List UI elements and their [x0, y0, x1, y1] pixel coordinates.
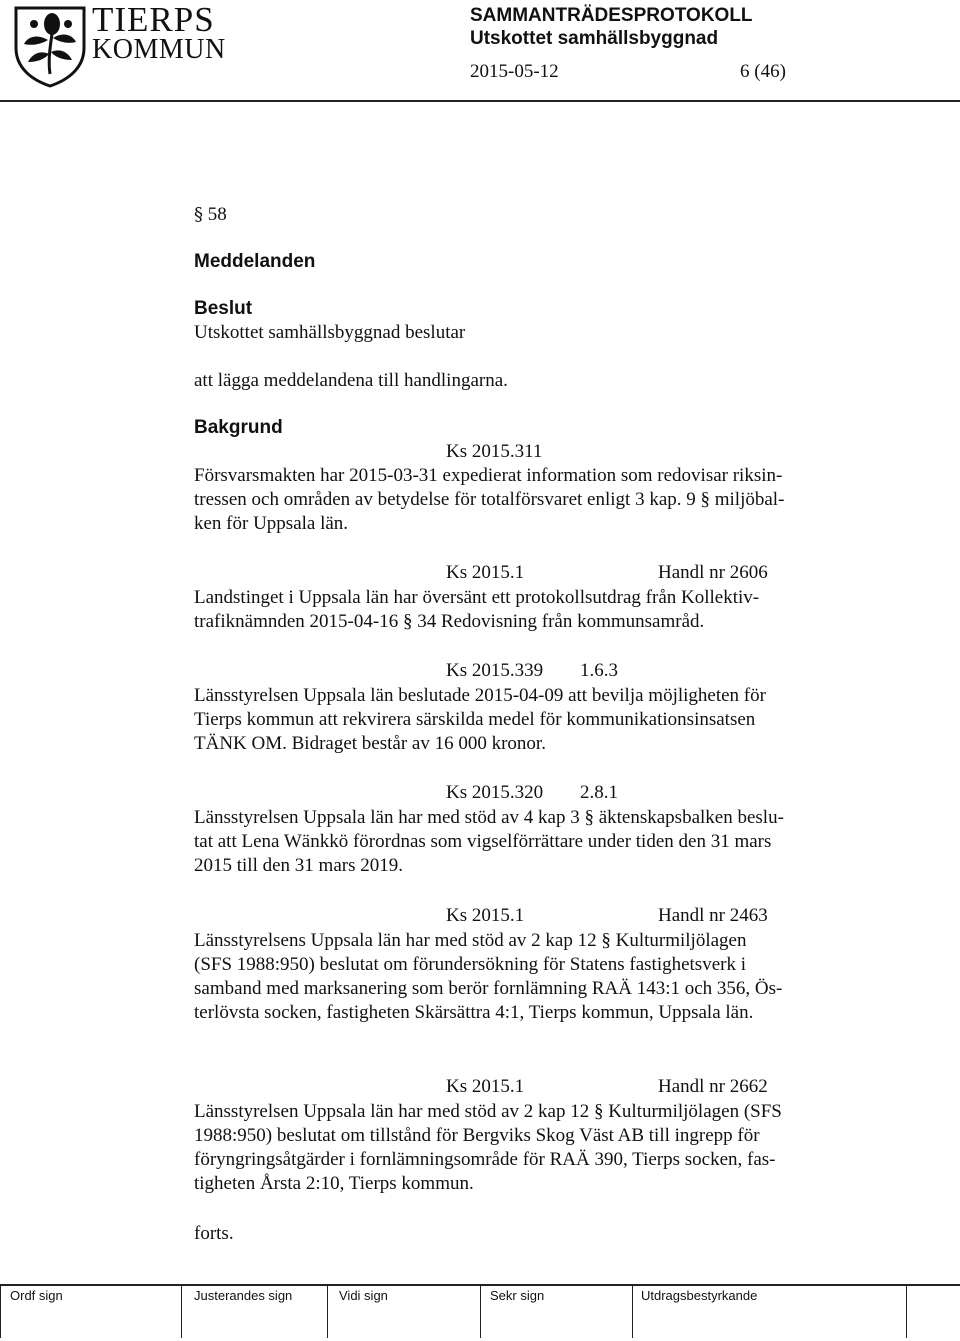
item-line: 2015 till den 31 mars 2019. [194, 855, 403, 876]
item-line: terlövsta socken, fastigheten Skärsättra 4:1, Tierps kommun, Uppsala län. [194, 1002, 754, 1023]
item-handl: 2.8.1 [580, 782, 618, 803]
item-line: tigheten Årsta 2:10, Tierps kommun. [194, 1173, 474, 1194]
item-line: Länsstyrelsen Uppsala län beslutade 2015-04-09 att bevilja möjligheten för [194, 685, 766, 706]
section-title: Meddelanden [194, 251, 316, 272]
item-line: tressen och områden av betydelse för totalförsvaret enligt 3 kap. 9 § miljöbal- [194, 489, 785, 510]
item-handl: Handl nr 2463 [658, 905, 768, 926]
footer-cell-border [0, 1284, 1, 1338]
section-number [194, 203, 227, 228]
org-name-line2: KOMMUN [92, 34, 226, 65]
item-line: ken för Uppsala län. [194, 513, 349, 534]
item-handl: Handl nr 2606 [658, 562, 768, 583]
item-line: Landstinget i Uppsala län har översänt ett protokollsutdrag från Kollektiv- [194, 587, 760, 608]
page-number: 6 (46) [740, 61, 786, 82]
item-line: Länsstyrelsen Uppsala län har med stöd av 4 kap 3 § äktenskapsbalken beslu- [194, 807, 784, 828]
footer-label-utdragsbestyrkande: Utdragsbestyrkande [641, 1288, 758, 1303]
footer-cell-border [480, 1284, 481, 1338]
footer-cell-border [906, 1284, 907, 1338]
header-divider [0, 100, 960, 102]
item-line: Försvarsmakten har 2015-03-31 expedierat information som redovisar riksin- [194, 465, 783, 486]
item-handl: Handl nr 2662 [658, 1076, 768, 1097]
item-line: Tierps kommun att rekvirera särskilda medel för kommunikationsinsatsen [194, 709, 756, 730]
item-ref: Ks 2015.1 [446, 562, 525, 583]
item-handl: 1.6.3 [580, 660, 618, 681]
footer-label-justerandes-sign: Justerandes sign [194, 1288, 293, 1303]
item-ref: Ks 2015.311 [446, 441, 543, 462]
continued-note: forts. [194, 1223, 234, 1244]
decision-heading: Beslut [194, 298, 253, 319]
doc-title: SAMMANTRÄDESPROTOKOLL [470, 5, 753, 26]
item-ref: Ks 2015.320 [446, 782, 544, 803]
committee-name: Utskottet samhällsbyggnad [470, 28, 719, 49]
footer-label-sekr-sign: Sekr sign [490, 1288, 545, 1303]
footer-label-ordf-sign: Ordf sign [10, 1288, 63, 1303]
item-ref: Ks 2015.1 [446, 905, 525, 926]
section-number-value: 58 [207, 204, 227, 225]
item-line: (SFS 1988:950) beslutat om förundersökning för Statens fastighetsverk i [194, 954, 746, 975]
item-line: TÄNK OM. Bidraget består av 16 000 kronor. [194, 733, 546, 754]
section-symbol: § [194, 204, 203, 225]
item-ref: Ks 2015.1 [446, 1076, 525, 1097]
decision-text: att lägga meddelandena till handlingarna. [194, 370, 508, 391]
footer-cell-border [632, 1284, 633, 1338]
footer-label-vidi-sign: Vidi sign [339, 1288, 388, 1303]
item-line: föryngringsåtgärder i fornlämningsområde för RAÄ 390, Tierps socken, fas- [194, 1149, 776, 1170]
footer-cell-border [327, 1284, 328, 1338]
meeting-date: 2015-05-12 [470, 61, 559, 82]
item-ref: Ks 2015.339 [446, 660, 544, 681]
footer-cell-border [181, 1284, 182, 1338]
background-heading: Bakgrund [194, 417, 283, 438]
item-line: Länsstyrelsen Uppsala län har med stöd av 2 kap 12 § Kulturmiljölagen (SFS [194, 1101, 782, 1122]
org-name-line1: TIERPS [92, 0, 215, 39]
item-line: Länsstyrelsens Uppsala län har med stöd av 2 kap 12 § Kulturmiljölagen [194, 930, 747, 951]
tierps-coat-of-arms-icon [12, 4, 88, 88]
decision-intro: Utskottet samhällsbyggnad beslutar [194, 322, 466, 343]
item-line: 1988:950) beslutat om tillstånd för Bergviks Skog Väst AB till ingrepp för [194, 1125, 760, 1146]
item-line: trafiknämnden 2015-04-16 § 34 Redovisning från kommunsamråd. [194, 611, 705, 632]
item-line: samband med marksanering som berör fornlämning RAÄ 143:1 och 356, Ös- [194, 978, 783, 999]
item-line: tat att Lena Wänkkö förordnas som vigselförrättare under tiden den 31 mars [194, 831, 772, 852]
